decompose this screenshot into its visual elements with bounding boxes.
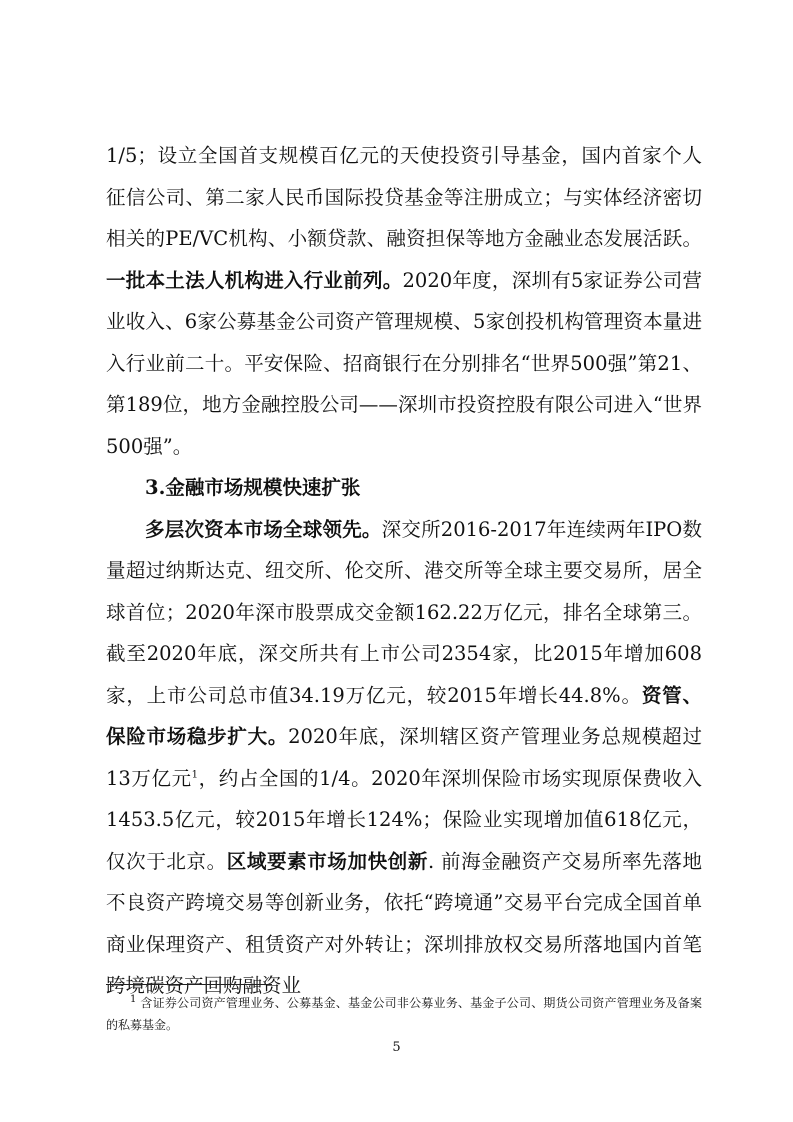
paragraph-text: ，约占全国的1/4。2020年深圳保险市场实现原保费收入1453.5亿元，较2015年增长124%；保险业实现增加值618亿元，仅次于北京。 [106,766,702,873]
bold-highlight: 多层次资本市场全球领先。 [145,517,382,541]
bold-highlight: 一批本土法人机构进入行业前列。 [106,268,403,292]
paragraph-text: 2020年底，深圳辖区资产管理业务总规模超过13万亿元 [106,725,702,790]
bold-highlight: 区域要素市场加快创新 [226,849,428,873]
section-heading: 3.金融市场规模快速扩张 [145,476,361,499]
footnote-ref[interactable]: 1 [191,769,199,780]
page-number: 5 [392,1040,401,1055]
footnote-body: 含证券公司资产管理业务、公募基金、基金公司非公募业务、基金子公司、期货公司资产管理业务及备案的私募基金。 [106,996,702,1032]
body-text [106,135,702,1007]
paragraph-2 [106,509,702,1007]
paragraph-text: 1/5；设立全国首支规模百亿元的天使投资引导基金，国内首家个人征信公司、第二家人民币国际投贷基金等注册成立；与实体经济密切相关的PE/VC机构、小额贷款、融资担保等地方金融业态发展活跃。 [106,144,702,250]
paragraph-text: 2020年度，深圳有5家证券公司营业收入、6家公募基金公司资产管理规模、5家创投机构管理资本量进入行业前二十。平安保险、招商银行在分别排名“世界500强”第21、第189位，地方金融控股公司——深圳市投资控股有限公司进入“世界500强”。 [106,268,702,458]
paragraph-1 [106,135,702,467]
footnote [106,992,702,1036]
footnote-mark: 1 [130,994,137,1005]
bold-highlight: 资管、保险市场稳步扩大。 [106,683,702,748]
footnote-divider [106,984,272,985]
footnote-text [106,992,702,1036]
paragraph-text: 深交所2016-2017年连续两年IPO数量超过纳斯达克、纽交所、伦交所、港交所等全球主要交易所，居全球首位；2020年深市股票成交金额162.22万亿元，排名全球第三。截至2020年底，深交所共有上市公司2354家，比2015年增加608家，上市公司总市值34.19万亿元，较2015年增长44.8%。 [106,517,702,707]
paragraph-text: . 前海金融资产交易所率先落地不良资产跨境交易等创新业务，依托“跨境通”交易平台完成全国首单商业保理资产、租赁资产对外转让；深圳排放权交易所落地国内首笔跨境碳资产回购融资业 [106,849,702,997]
